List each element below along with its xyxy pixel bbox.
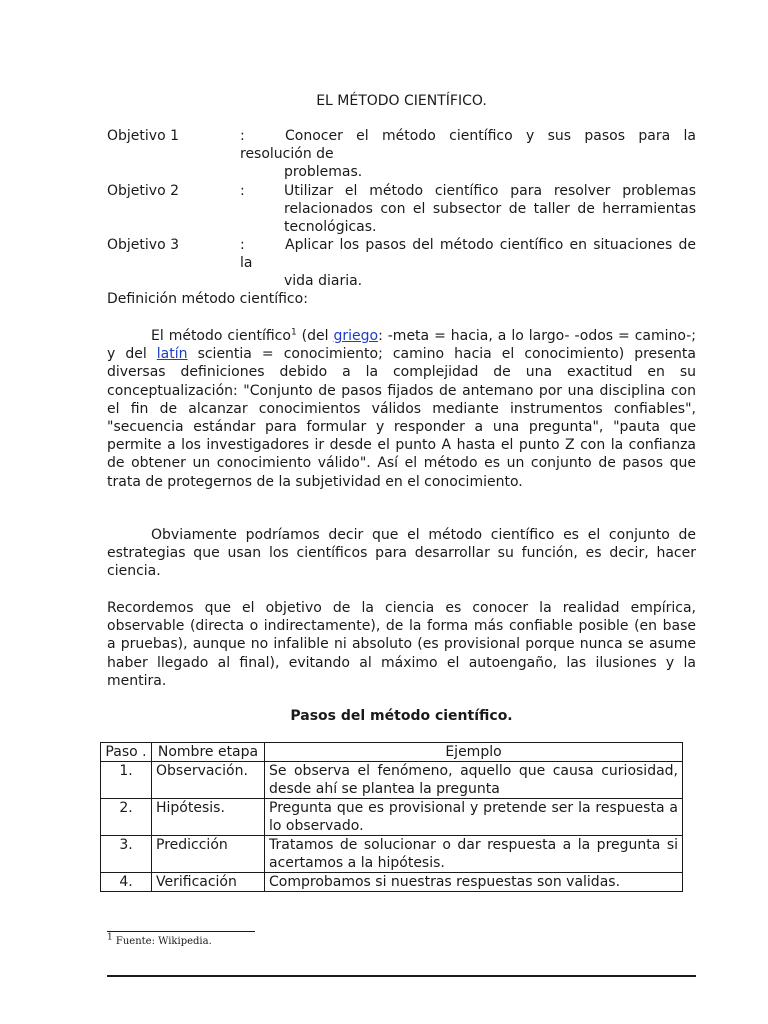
table-row — [101, 799, 683, 836]
footnote-mark: 1 — [107, 932, 113, 943]
step-number: 3. — [101, 836, 152, 873]
footnote — [107, 932, 212, 949]
footnote-text: Fuente: Wikipedia. — [112, 936, 212, 947]
footnote-reference[interactable]: 1 — [290, 327, 297, 338]
objective-1 — [107, 127, 696, 181]
step-number: 4. — [101, 873, 152, 892]
document-title: EL MÉTODO CIENTÍFICO. — [316, 93, 487, 109]
document-page — [107, 0, 696, 1024]
objective-3 — [107, 236, 696, 290]
step-example: Tratamos de solucionar o dar respuesta a la pregunta si acertamos a la hipótesis. — [265, 836, 683, 873]
table-row — [101, 873, 683, 892]
step-example: Pregunta que es provisional y pretende ser la respuesta a lo observado. — [265, 799, 683, 836]
objective-2 — [107, 182, 696, 236]
paragraph-text: : -meta = hacia, a lo largo- -odos = camino-; y del — [107, 328, 696, 363]
latin-link[interactable]: latín — [156, 346, 188, 363]
step-example: Comprobamos si nuestras respuestas son validas. — [265, 873, 683, 892]
header-nombre-etapa: Nombre etapa — [152, 743, 265, 762]
paragraph-obviamente: Obviamente podríamos decir que el método científico es el conjunto de estrategias que usan los científicos para desarrollar su función, es decir, hacer ciencia. — [107, 527, 696, 580]
step-name: Verificación — [152, 873, 265, 892]
objective-text-continued: problemas. — [284, 164, 363, 180]
objective-text: Conocer el método científico y sus pasos para la resolución de — [240, 128, 696, 162]
paragraph-text: (del — [296, 328, 334, 344]
objective-label: Objetivo 1 — [107, 128, 179, 144]
objective-text-continued: vida diaria. — [284, 273, 363, 289]
objective-colon: : — [240, 183, 245, 199]
paragraph-text: El método científico — [151, 328, 291, 344]
objective-colon: : — [240, 128, 245, 144]
footnote-separator — [107, 931, 255, 932]
objective-text: Utilizar el método científico para resolver problemas relacionados con el subsector de taller de herramientas tecnológicas. — [284, 183, 696, 235]
header-paso: Paso . — [101, 743, 152, 762]
table-row — [101, 762, 683, 799]
objective-label: Objetivo 2 — [107, 183, 179, 199]
page-bottom-rule — [107, 975, 696, 977]
objective-label: Objetivo 3 — [107, 237, 179, 253]
header-ejemplo: Ejemplo — [265, 743, 683, 762]
step-name: Predicción — [152, 836, 265, 873]
objective-colon: : — [240, 237, 245, 253]
step-number: 2. — [101, 799, 152, 836]
step-name: Hipótesis. — [152, 799, 265, 836]
steps-title: Pasos del método científico. — [290, 708, 513, 724]
step-example: Se observa el fenómeno, aquello que causa curiosidad, desde ahí se plantea la pregunta — [265, 762, 683, 799]
paragraph-recordemos: Recordemos que el objetivo de la ciencia es conocer la realidad empírica, observable (directa o indirectamente), de la forma más confiable posible (en base a pruebas), aunque no infalible ni absoluto (es provisional porque nunca se asume haber llegado al final), evitando al máximo el autoengaño, las ilusiones y la mentira. — [107, 600, 696, 689]
paragraph-text: scientia = conocimiento; camino hacia el conocimiento) presenta diversas definiciones debido a la complejidad de una exactitud en su conceptualización: "Conjunto de pasos fijados de antemano por una disciplina con el fin de alcanzar conocimientos válidos mediante instrumentos confiables", "secuencia estándar para formular y responder a una pregunta", "pauta que permite a los investigadores ir desde el punto A hasta el punto Z con la confianza de obtener un conocimiento válido". Así el método es un conjunto de pasos que trata de protegernos de la subjetividad en el conocimiento. — [107, 346, 696, 490]
griego-link[interactable]: griego — [333, 328, 379, 344]
step-number: 1. — [101, 762, 152, 799]
step-name: Observación. — [152, 762, 265, 799]
definition-heading: Definición método científico: — [107, 291, 308, 307]
table-header-row — [101, 743, 683, 762]
steps-table — [100, 742, 683, 892]
objective-text: Aplicar los pasos del método científico en situaciones de la — [240, 237, 696, 271]
table-row — [101, 836, 683, 873]
definition-paragraph — [107, 327, 696, 491]
